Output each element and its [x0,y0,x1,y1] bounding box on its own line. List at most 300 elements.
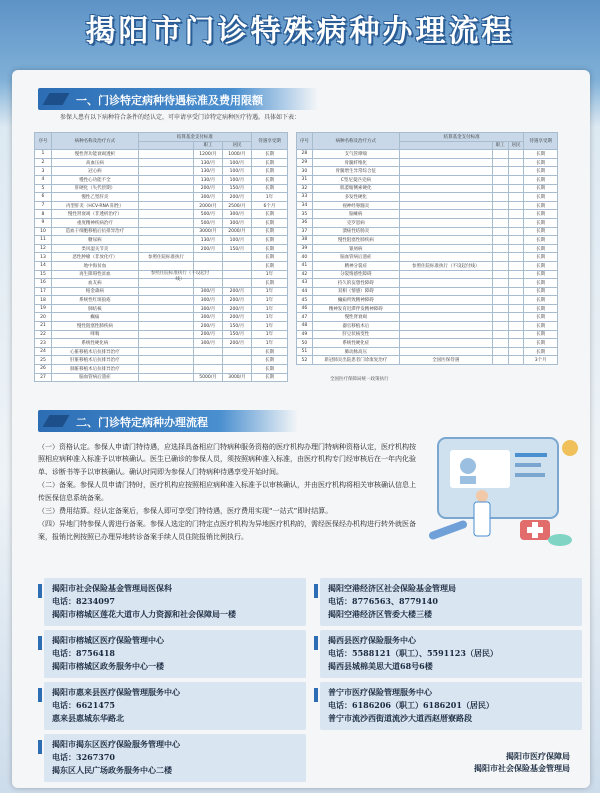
table-cell: 300/月 [194,296,223,305]
table-cell: 长期 [524,158,558,167]
table-cell: 全国医保待遇 [399,356,492,365]
table-cell: 癫痫所致精神障碍 [312,296,399,305]
table-cell [399,193,492,202]
table-cell: 150/月 [222,184,251,193]
table-cell: 恶性肿瘤（非放化疗） [51,253,138,262]
table-cell: 38 [297,236,313,245]
table-cell: 长期 [251,167,287,176]
table-cell [508,313,524,322]
table-cell: 18 [35,296,52,305]
contact-phone: 电话：5588121（职工）、5591123（居民） [328,648,498,658]
table-cell: 长期 [251,347,287,356]
table-cell: 29 [297,158,313,167]
table-cell: 300/月 [194,313,223,322]
contact-name: 揭阳市榕城区医疗保险管理中心 [52,635,164,645]
table-cell: 5 [35,184,52,193]
table-cell: 130/月 [194,236,223,245]
contact-name: 揭阳空港经济区社会保险基金管理局 [328,583,456,593]
table-cell: 130/月 [194,167,223,176]
th-worker: 职工 [492,141,508,150]
table-cell: 43 [297,279,313,288]
table-cell: 31 [297,175,313,184]
table-cell [194,356,223,365]
table-cell: 双相（情感）障碍 [312,287,399,296]
step-3: （三）费用结算。经认定备案后，参保人即可享受门特待遇，医疗费用实现“一站式”即时结算。 [38,507,333,516]
table-cell: 精神发育迟滞伴发精神障碍 [312,304,399,313]
table-row [35,287,288,296]
table-row [297,201,558,210]
table-cell: 溃疡性结肠炎 [312,227,399,236]
table-cell: 肺脏移植术后抗排异治疗 [51,365,138,374]
table-cell [138,261,193,270]
page-title: 揭阳市门诊特殊病种办理流程 [85,14,515,49]
table-cell: 32 [297,184,313,193]
table-cell: 长期 [251,150,287,159]
table-cell [138,373,193,382]
table-cell: 200/月 [222,339,251,348]
table-cell [492,236,508,245]
table-row [35,339,288,348]
table-row [297,167,558,176]
contact-card-2 [320,578,582,626]
table-cell: 150/月 [222,322,251,331]
contact-address: 普宁市流沙西街道流沙大道西赵厝寮路段 [328,713,472,723]
issuer-2: 揭阳市社会保险基金管理局 [474,763,570,773]
table-cell: 300/月 [222,218,251,227]
table-cell [508,261,524,270]
table-cell: 长期 [524,304,558,313]
table-cell: 心脏移植术后抗排异治疗 [51,347,138,356]
table-cell: 20 [35,313,52,322]
table-cell: 19 [35,304,52,313]
table-row [35,227,288,236]
issuer-1: 揭阳市医疗保障局 [506,751,570,761]
table-cell [194,261,223,270]
contact-name: 揭阳市揭东区医疗保险服务管理中心 [52,739,180,749]
table-cell: 47 [297,313,313,322]
table-cell [399,167,492,176]
table-row [297,210,558,219]
th-worker: 职工 [194,141,223,150]
step-1: （一）资格认定。参保人申请门特待遇，应选择具备相应门特病种服务资格的医疗机构办理门特病种资格认定，医疗机构按照相应病种准入标准予以审核确认。医生已确诊的参保人员，须按照病种准入标准，由医疗机构专门经审核后在一年内化验单、诊断书等予以审核确认。确认时同即为参保人门特病种待遇享受开始时间。 [38,443,416,476]
table-cell: 长期 [524,261,558,270]
table-cell [222,270,251,279]
table-cell: 22 [35,330,52,339]
table-cell: 26 [35,365,52,374]
table-row [35,150,288,159]
table-cell [138,339,193,348]
contact-phone: 电话：3267370 [52,752,115,762]
table-cell: 分裂情感性障碍 [312,270,399,279]
table-row [35,296,288,305]
table-cell: 33 [297,193,313,202]
table-cell: 冠心病 [51,167,138,176]
step-4: （四）异地门特参保人需进行备案。参保人选定的门特定点医疗机构为异地医疗机构的，需经医保经办机构进行转外就医备案，报销比例按照已办理异地转诊备案手续人员住院报销比例执行。 [38,520,416,541]
table-cell [492,167,508,176]
table-cell [138,175,193,184]
table-cell: 长期 [524,339,558,348]
table-cell: 28 [297,150,313,159]
table-cell [399,244,492,253]
table-cell: 长期 [524,210,558,219]
contact-card-4 [320,630,582,678]
table-cell [508,158,524,167]
table-row [35,261,288,270]
table-cell: 16 [35,279,52,288]
table-cell [399,236,492,245]
table-cell [222,261,251,270]
table-cell: 500/月 [194,218,223,227]
contact-name: 揭西县医疗保险服务中心 [328,635,416,645]
table-cell: 36 [297,218,313,227]
th-disease: 病种名称及治疗方式 [51,133,138,150]
table-cell: 40 [297,253,313,262]
table-cell: 3000/月 [222,373,251,382]
table-cell [222,365,251,374]
table-cell [492,201,508,210]
table-cell [492,158,508,167]
table-cell: 11 [35,236,52,245]
table-row [297,184,558,193]
table-cell: 长期 [524,218,558,227]
table-row [35,167,288,176]
table-cell: 51 [297,347,313,356]
table-cell [138,184,193,193]
table-cell [508,330,524,339]
table-cell: 21 [35,322,52,331]
table-cell: 长期 [251,227,287,236]
table-cell: 参照住院标准执行 [138,253,193,262]
contact-name: 揭阳市社会保险基金管理局医保科 [52,583,172,593]
table-cell: 37 [297,227,313,236]
table-cell: 长期 [251,244,287,253]
table-cell [399,304,492,313]
table-cell [492,339,508,348]
contact-card-5 [44,682,306,730]
table-cell: 长期 [524,236,558,245]
section2-heading: 二、门诊特定病种办理流程 [38,410,298,432]
table-cell: 300/月 [194,287,223,296]
table-cell: 150/月 [222,244,251,253]
table-cell: 17 [35,287,52,296]
table-cell: 2000/月 [222,227,251,236]
table-cell: 50 [297,339,313,348]
table-cell: 长期 [524,227,558,236]
table-cell: 200/月 [194,244,223,253]
table-cell [138,313,193,322]
table-cell: 长期 [524,253,558,262]
table-cell [138,167,193,176]
table-cell: 长期 [524,184,558,193]
table-cell: 3个月 [524,356,558,365]
table-cell: 肝硬化（失代偿期） [51,184,138,193]
table-cell [508,201,524,210]
table-row [35,218,288,227]
disease-table-right [296,132,558,365]
table-cell: 肝脏移植术后抗排异治疗 [51,356,138,365]
table-cell [508,184,524,193]
table-cell: 长期 [251,261,287,270]
table-cell: 长期 [251,158,287,167]
table-row [35,322,288,331]
table-cell [492,261,508,270]
table-cell: 6 [35,193,52,202]
table-cell: 200/月 [194,184,223,193]
table-cell [399,184,492,193]
table-cell: 长期 [524,279,558,288]
table-row [35,201,288,210]
table-cell: 46 [297,304,313,313]
table-row [35,210,288,219]
table-row [297,296,558,305]
table-row [297,313,558,322]
table-cell [399,210,492,219]
table-cell [508,279,524,288]
table-cell [492,150,508,159]
table-cell: 1200/月 [194,150,223,159]
table-cell [492,287,508,296]
table-cell [399,270,492,279]
table-cell: 帕金森病 [51,287,138,296]
table-row [35,356,288,365]
table-cell: 27 [35,373,52,382]
table-cell [222,356,251,365]
table-cell: 300/月 [194,339,223,348]
table-row [297,227,558,236]
table-cell [508,287,524,296]
table-cell: 糖尿病 [51,236,138,245]
table-cell: 23 [35,339,52,348]
table-cell [138,356,193,365]
table-cell [399,296,492,305]
table-cell [138,193,193,202]
table-cell: 肝豆状核变性 [312,330,399,339]
table-row [297,193,558,202]
table-cell: 1年 [251,193,287,202]
th-resident: 居民 [222,141,251,150]
table-cell: 慢性肾衰竭 [312,313,399,322]
th-standard: 结算基金支付标准 [138,133,251,142]
table-row [297,322,558,331]
table-cell: 长期 [524,270,558,279]
th-period: 待遇享受期 [524,133,558,150]
table-cell: 新冠肺炎出院患者门诊康复治疗 [312,356,399,365]
table-cell: 200/月 [222,287,251,296]
table-row [297,279,558,288]
contact-address: 揭西县城棉美思大道68号6楼 [328,661,433,671]
th-resident: 居民 [508,141,524,150]
table-cell: 12 [35,244,52,253]
table-cell: 克罗恩病 [312,218,399,227]
table-row [297,261,558,270]
table-cell: 300/月 [222,210,251,219]
table-cell: 重度精神疾病治疗 [51,218,138,227]
table-row [297,158,558,167]
table-cell: 系统性硬化症 [312,339,399,348]
table-cell: 肌萎缩侧索硬化 [312,184,399,193]
table-cell: 长期 [524,330,558,339]
table-cell: 长期 [524,287,558,296]
table-cell [138,218,193,227]
contact-phone: 电话：6186206（职工）6186201（居民） [328,700,494,710]
table-cell: 系统性红斑狼疮 [51,296,138,305]
table-cell [138,210,193,219]
table-cell: 长期 [524,322,558,331]
table-cell: 30 [297,167,313,176]
contact-name: 普宁市医疗保险管理服务中心 [328,687,432,697]
table-cell: 长期 [251,210,287,219]
th-disease: 病种名称及治疗方式 [312,133,399,150]
table-cell [508,210,524,219]
table-cell [508,167,524,176]
th-index: 序号 [35,133,52,150]
table-cell: 1年 [251,322,287,331]
table-row [297,236,558,245]
table-cell [492,347,508,356]
table-cell [399,227,492,236]
table-cell: 49 [297,330,313,339]
table-cell: 200/月 [222,193,251,202]
table-cell: 1年 [251,296,287,305]
table-cell: 3 [35,167,52,176]
table-cell [508,227,524,236]
table-row [35,373,288,382]
table-row [35,347,288,356]
contact-address: 揭阳市榕城区莲花大道市人力资源和社会保障局一楼 [52,609,236,619]
table-cell [399,201,492,210]
table-cell [508,322,524,331]
table-cell [194,253,223,262]
table-right-note: 全国医疗保障局统一政策执行 [330,377,389,382]
table-cell: 6个月 [251,201,287,210]
table-cell [492,253,508,262]
table-cell: 长期 [524,193,558,202]
table-row [35,236,288,245]
table-cell: 长期 [251,279,287,288]
table-cell: 15 [35,270,52,279]
table-cell: 200/月 [222,313,251,322]
table-cell: 130/月 [194,158,223,167]
table-cell: 系统性硬化病 [51,339,138,348]
table-cell: 48 [297,322,313,331]
table-cell: 2 [35,158,52,167]
section1-heading: 一、门诊特定病种待遇标准及费用限额 [38,88,318,110]
table-cell: 150/月 [222,330,251,339]
table-row [35,253,288,262]
table-cell: 慢性心功能不全 [51,175,138,184]
table-cell: 造血干细胞移植后抗排异治疗 [51,227,138,236]
table-cell: 参照住院标准执行（不设起付线） [399,261,492,270]
table-cell: 1年 [251,270,287,279]
table-row [297,356,558,365]
table-cell: 地中海贫血 [51,261,138,270]
table-cell [138,304,193,313]
table-cell [138,201,193,210]
table-cell: 长期 [251,253,287,262]
table-cell [492,356,508,365]
table-cell: 3000/月 [194,227,223,236]
table-cell: 骨髓增生异常综合征 [312,167,399,176]
table-cell: 200/月 [194,330,223,339]
table-cell [508,253,524,262]
table-left-merged-note: 参照住院标准执行（不设起付线） [150,271,210,282]
th-index: 序号 [297,133,313,150]
contact-phone: 电话：6621475 [52,700,115,710]
table-cell [399,322,492,331]
table-cell: 视神经脊髓炎 [312,201,399,210]
table-cell: 1年 [251,330,287,339]
contact-address: 揭阳空港经济区管委大楼三楼 [328,609,432,619]
table-row [297,175,558,184]
table-cell: 10 [35,227,52,236]
section1-intro: 参保人患有以下病种符合条件的经认定，可申请享受门诊特定病种医疗待遇。具体如下表： [60,114,301,121]
contact-card-6 [320,682,582,730]
table-row [35,365,288,374]
table-cell: 34 [297,201,313,210]
table-cell [399,313,492,322]
table-cell [492,218,508,227]
table-cell: 肺动脉高压 [312,347,399,356]
table-cell [399,150,492,159]
table-cell: 哮喘 [51,330,138,339]
table-row [35,193,288,202]
table-cell [508,296,524,305]
table-cell: 慢性阻塞性肺疾病 [312,236,399,245]
th-note [138,141,193,150]
table-row [35,158,288,167]
table-cell [222,253,251,262]
table-cell: 2500/月 [222,201,251,210]
table-cell: 长期 [251,175,287,184]
table-cell [492,193,508,202]
table-cell: 39 [297,244,313,253]
table-cell: 1年 [251,304,287,313]
table-cell: 慢性乙型肝炎 [51,193,138,202]
table-cell [138,365,193,374]
table-row [35,313,288,322]
process-steps [38,441,418,544]
table-cell: 2000/月 [194,201,223,210]
table-cell [399,279,492,288]
table-cell: 脑血管病后遗症 [312,253,399,262]
table-cell: 高血压病 [51,158,138,167]
table-cell: 慢性阻塞性肺疾病 [51,322,138,331]
table-cell: 1000/月 [222,150,251,159]
table-cell: 多发性硬化 [312,193,399,202]
table-cell: 100/月 [222,167,251,176]
table-cell [399,175,492,184]
table-cell: 长期 [524,201,558,210]
table-row [297,287,558,296]
table-cell [138,330,193,339]
table-cell [194,347,223,356]
table-cell: C型尼曼匹克病 [312,175,399,184]
table-cell [492,296,508,305]
table-row [35,175,288,184]
table-cell: 200/月 [194,322,223,331]
table-cell: 长期 [251,373,287,382]
table-cell [138,287,193,296]
table-row [35,184,288,193]
table-cell [138,347,193,356]
table-cell [138,227,193,236]
doctor-illustration [420,408,585,568]
table-cell: 丙型肝炎（HCV-RNA 阳性） [51,201,138,210]
table-row [35,330,288,339]
contact-phone: 电话：8776563、8779140 [328,596,438,606]
disease-table-left [34,132,288,382]
table-cell: 脑血管病后遗症 [51,373,138,382]
